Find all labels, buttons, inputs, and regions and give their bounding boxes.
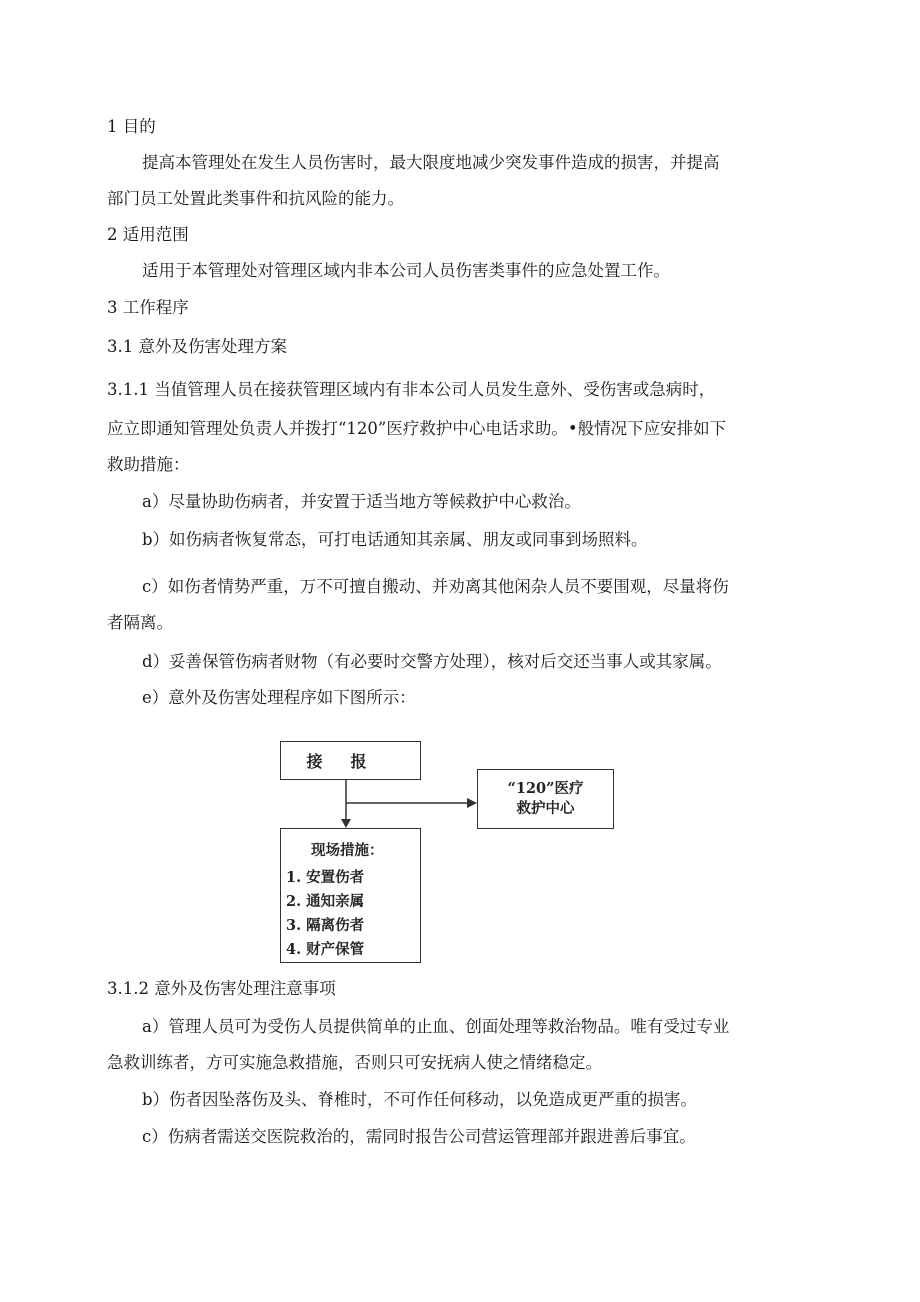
list-item-e: e）意外及伤害处理程序如下图所示： [142, 688, 416, 707]
note-item-c: c）伤病者需送交医院救治的，需同时报告公司营运管理部并跟进善后事宜。 [142, 1127, 696, 1146]
list-item-b: b）如伤病者恢复常态，可打电话通知其亲属、朋友或同事到场照料。 [142, 530, 648, 549]
section-1-heading: 1 目的 [107, 117, 156, 136]
section-1-paragraph-line-2: 部门员工处置此类事件和抗风险的能力。 [107, 189, 404, 208]
section-3-1-2-heading: 3.1.2 意外及伤害处理注意事项 [107, 979, 336, 998]
section-1-paragraph-line-1: 提高本管理处在发生人员伤害时，最大限度地减少突发事件造成的损害，并提高 [142, 153, 720, 172]
note-item-a-line-2: 急救训练者，方可实施急救措施，否则只可安抚病人使之情绪稳定。 [107, 1053, 602, 1072]
list-item-c-line-2: 者隔离。 [107, 613, 173, 632]
flow-120-center-line-2: 救护中心 [516, 800, 575, 817]
para-3-1-1-line-2: 应立即通知管理处负责人并拨打“120”医疗救护中心电话求助。•般情况下应安排如下 [107, 419, 727, 438]
list-item-c-line-1: c）如伤者情势严重，万不可擅自搬动、并劝离其他闲杂人员不要围观，尽量将伤 [142, 577, 729, 596]
section-3-1-heading: 3.1 意外及伤害处理方案 [107, 337, 287, 356]
note-item-a-line-1: a）管理人员可为受伤人员提供简单的止血、创面处理等救治物品。唯有受过专业 [142, 1017, 730, 1036]
para-3-1-1-line-3: 救助措施： [107, 455, 190, 474]
flow-box-onsite-measures [280, 828, 421, 963]
flow-box-120-center [477, 769, 614, 829]
onsite-measures-title: 现场措施： [311, 842, 384, 859]
onsite-measure-item: 1. 安置伤者 [286, 869, 365, 886]
list-item-d: d）妥善保管伤病者财物（有必要时交警方处理），核对后交还当事人或其家属。 [142, 652, 722, 671]
section-2-heading: 2 适用范围 [107, 225, 189, 244]
para-3-1-1-line-1: 3.1.1 当值管理人员在接获管理区域内有非本公司人员发生意外、受伤害或急病时， [107, 380, 716, 399]
flow-box-receive-report: 接报 [280, 741, 421, 780]
section-3-heading: 3 工作程序 [107, 298, 189, 317]
list-item-a: a）尽量协助伤病者，并安置于适当地方等候救护中心救治。 [142, 492, 581, 511]
onsite-measure-item: 4. 财产保管 [286, 941, 365, 958]
note-item-b: b）伤者因坠落伤及头、脊椎时，不可作任何移动，以免造成更严重的损害。 [142, 1090, 698, 1109]
arrow-head-down [341, 819, 351, 828]
arrow-head-right [467, 798, 477, 808]
section-2-paragraph: 适用于本管理处对管理区域内非本公司人员伤害类事件的应急处置工作。 [142, 261, 670, 280]
flow-120-center-line-1: “120”医疗 [507, 780, 584, 797]
onsite-measure-item: 3. 隔离伤者 [286, 917, 365, 934]
onsite-measure-item: 2. 通知亲属 [286, 893, 365, 910]
